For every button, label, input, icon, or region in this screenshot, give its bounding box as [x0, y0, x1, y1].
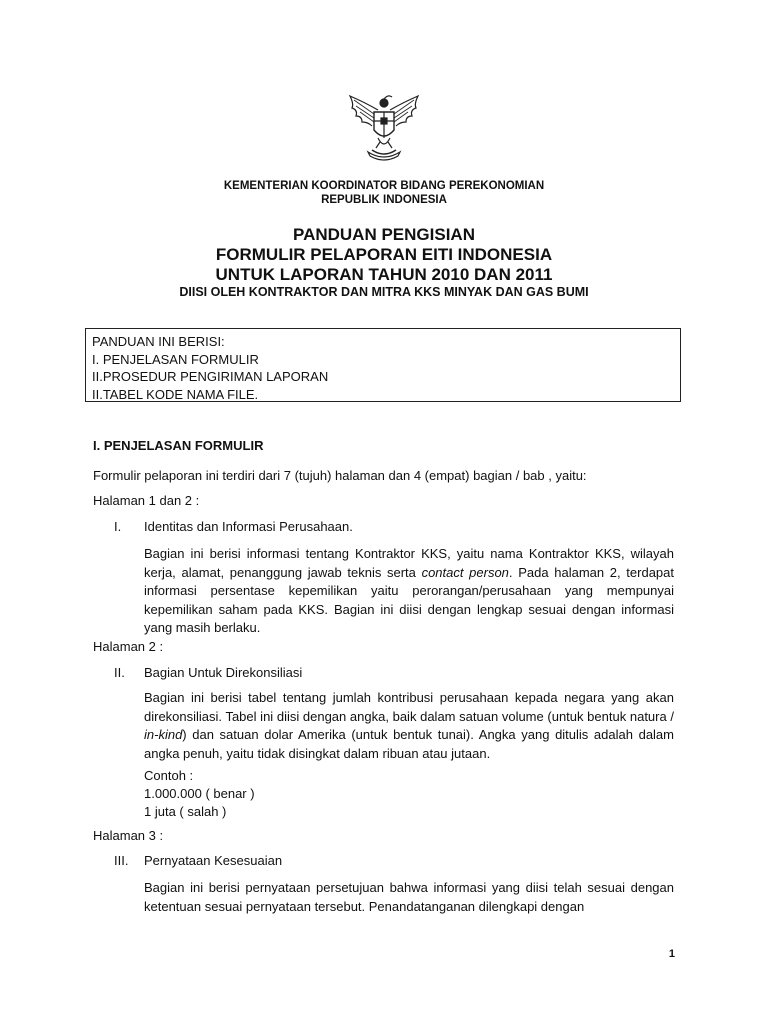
item-2-number: II.: [114, 665, 125, 680]
garuda-emblem-icon: [344, 92, 424, 164]
republic-name: REPUBLIK INDONESIA: [321, 194, 447, 206]
contents-item: II.PROSEDUR PENGIRIMAN LAPORAN: [92, 369, 329, 384]
example-label: Contoh :: [144, 768, 194, 783]
item-1-description: Bagian ini berisi informasi tentang Kontraktor KKS, yaitu nama Kontraktor KKS, wilayah kerja, alamat, penanggung jawab teknis serta contact person. Pada halaman 2, terdapat informasi persentase kepemilikan yaitu perorangan/perusahaan yang mempunyai kepemilikan saham pada KKS. Bagian ini diisi dengan lengkap sesuai dengan informasi yang masih berlaku.: [144, 546, 674, 635]
doc-title-line3: UNTUK LAPORAN TAHUN 2010 DAN 2011: [215, 265, 553, 284]
item-1-number: I.: [114, 519, 122, 534]
item-3-heading: [114, 852, 282, 871]
page-number: 1: [668, 948, 675, 960]
ministry-name: KEMENTERIAN KOORDINATOR BIDANG PEREKONOMIAN: [223, 180, 545, 192]
doc-title-line1: PANDUAN PENGISIAN: [293, 225, 475, 244]
item-3-description: Bagian ini berisi pernyataan persetujuan bahwa informasi yang diisi telah sesuai dengan ketentuan sesuai pernyataan tersebut. Penandatanganan dilengkapi dengan: [144, 880, 674, 914]
contents-item: II.TABEL KODE NAMA FILE.: [92, 386, 259, 402]
page-label-2: Halaman 2 :: [93, 639, 164, 654]
doc-title-line2: FORMULIR PELAPORAN EITI INDONESIA: [215, 245, 553, 264]
item-3-number: III.: [114, 853, 129, 868]
page-label-3: Halaman 3 :: [93, 828, 164, 843]
item-3-title: Pernyataan Kesesuaian: [144, 853, 283, 868]
contents-item: I. PENJELASAN FORMULIR: [92, 351, 259, 367]
item-2-heading: [114, 664, 302, 683]
example-correct: 1.000.000 ( benar ): [144, 786, 255, 801]
contents-box: [85, 328, 681, 402]
doc-subtitle: DIISI OLEH KONTRAKTOR DAN MITRA KKS MINYAK DAN GAS BUMI: [179, 285, 589, 299]
item-2-title: Bagian Untuk Direkonsiliasi: [144, 665, 303, 680]
page-label-1-2: Halaman 1 dan 2 :: [93, 493, 200, 508]
section-heading: I. PENJELASAN FORMULIR: [93, 438, 264, 453]
item-1-heading: [114, 518, 353, 537]
contents-heading: PANDUAN INI BERISI:: [92, 334, 225, 349]
item-2-description: Bagian ini berisi tabel tentang jumlah kontribusi perusahaan kepada negara yang akan direkonsiliasi. Tabel ini diisi dengan angka, baik dalam satuan volume (untuk bentuk natura / in-kind) dan satuan dolar Amerika (untuk bentuk tunai). Angka yang ditulis adalah dalam angka penuh, yaitu tidak disingkat dalam ribuan atau jutaan.: [144, 690, 674, 761]
item-1-title: Identitas dan Informasi Perusahaan.: [144, 519, 353, 534]
intro-paragraph: Formulir pelaporan ini terdiri dari 7 (tujuh) halaman dan 4 (empat) bagian / bab , yaitu:: [93, 468, 587, 483]
example-wrong: 1 juta ( salah ): [144, 804, 227, 819]
